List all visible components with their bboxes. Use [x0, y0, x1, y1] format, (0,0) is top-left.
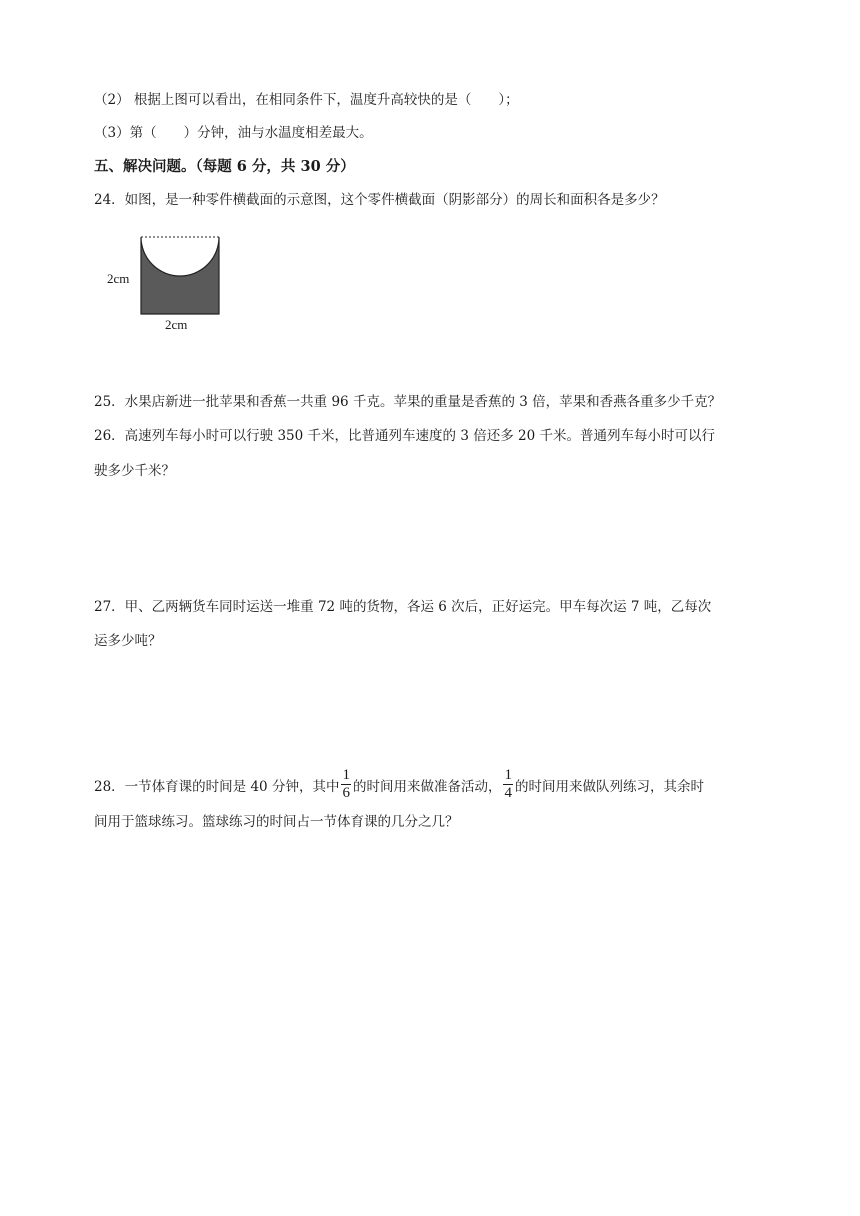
q28-text-start: 28．一节体育课的时间是 40 分钟，其中 — [94, 779, 340, 795]
fraction-one-quarter — [503, 767, 513, 802]
bottom-length-label: 2cm — [165, 317, 188, 332]
fraction-denominator: 4 — [504, 785, 512, 801]
q28-text-middle: 的时间用来做准备活动， — [352, 779, 502, 795]
q28-text-end: 的时间用来做队列练习，其余时 — [514, 779, 704, 795]
q27-line2: 运多少吨？ — [94, 633, 162, 649]
cross-section-diagram — [104, 234, 224, 334]
q26-line1: 26．高速列车每小时可以行驶 350 千米，比普通列车速度的 3 倍还多 20 千米。普通列车每小时可以行 — [94, 428, 715, 444]
side-length-label: 2cm — [107, 271, 130, 286]
q28-line1 — [94, 767, 704, 805]
q26-line2: 驶多少千米？ — [94, 463, 175, 479]
fraction-one-sixth — [341, 767, 351, 802]
section-heading: 五、解决问题。（每题 6 分，共 30 分） — [94, 158, 355, 175]
fraction-numerator: 1 — [504, 767, 512, 783]
shaded-region — [141, 237, 219, 314]
q28-line2: 间用于篮球练习。篮球练习的时间占一节体育课的几分之几？ — [94, 814, 459, 830]
q25-text: 25．水果店新进一批苹果和香蕉一共重 96 千克。苹果的重量是香蕉的 3 倍，苹果和香燕各重多少千克？ — [94, 394, 722, 410]
q24-text: 24．如图，是一种零件横截面的示意图，这个零件横截面（阴影部分）的周长和面积各是多少？ — [94, 192, 665, 208]
q23-part2: （2） 根据上图可以看出，在相同条件下，温度升高较快的是（ ）； — [94, 92, 519, 108]
fraction-denominator: 6 — [342, 785, 350, 801]
q23-part3: （3）第（ ）分钟，油与水温度相差最大。 — [94, 125, 373, 141]
q27-line1: 27．甲、乙两辆货车同时运送一堆重 72 吨的货物，各运 6 次后，正好运完。甲车每次运 7 吨，乙每次 — [94, 599, 712, 615]
cross-section-figure — [104, 234, 224, 338]
fraction-numerator: 1 — [342, 767, 350, 783]
